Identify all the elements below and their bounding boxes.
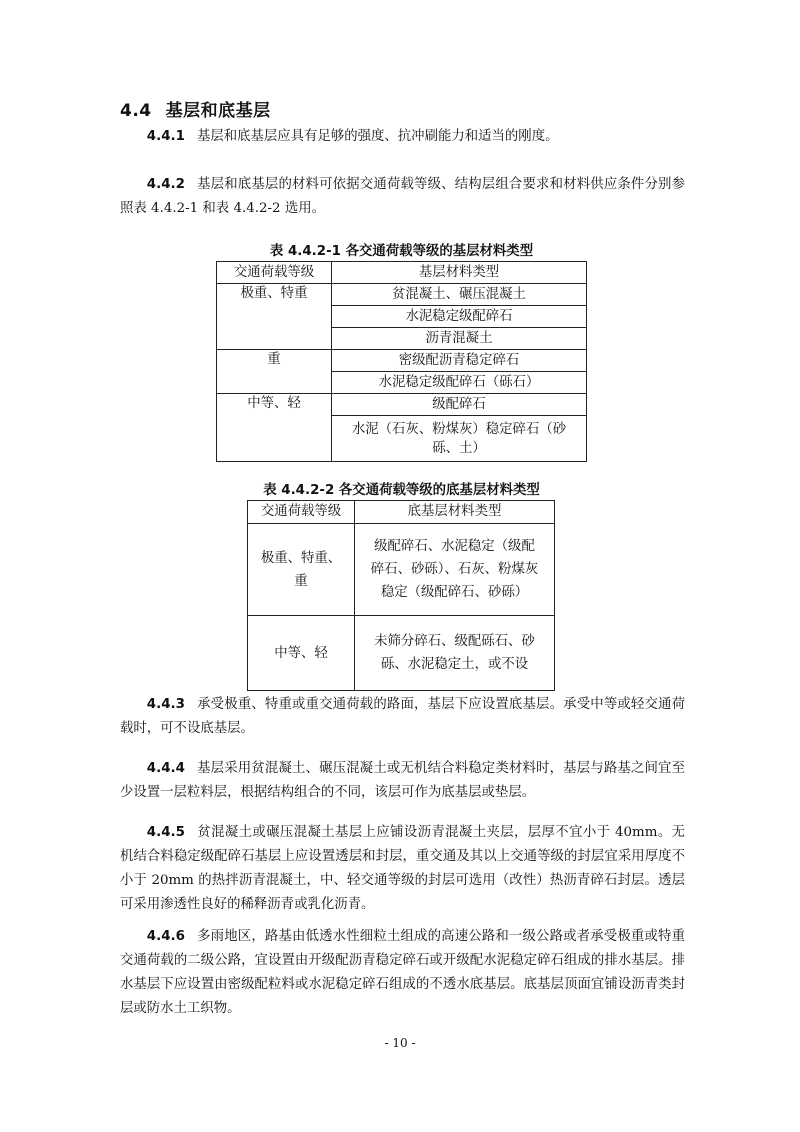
clause-4-4-5	[120, 821, 685, 917]
material-cell: 沥青混凝土	[332, 328, 587, 350]
material-cell: 贫混凝土、碾压混凝土	[332, 284, 587, 306]
table-1-caption: 表 4.4.2-1 各交通荷载等级的基层材料类型	[269, 244, 534, 259]
clause-number: 4.4.2	[146, 177, 185, 192]
page-number: - 10 -	[384, 1036, 416, 1050]
clause-text: 基层和底基层应具有足够的强度、抗冲刷能力和适当的刚度。	[196, 129, 559, 144]
clause-text: 多雨地区，路基由低透水性细粒土组成的高速公路和一级公路或者承受极重或特重交通荷载的二级公路，宜设置由开级配沥青稳定碎石或开级配水泥稳定碎石组成的排水基层。排水基层下应设置由密级配粒料或水泥稳定碎石组成的不透水底基层。底基层顶面宜铺设沥青类封层或防水土工织物。	[120, 929, 685, 1016]
table-row	[217, 394, 587, 416]
table-row	[248, 616, 555, 691]
material-cell: 密级配沥青稳定碎石	[332, 350, 587, 372]
section-title-text: 基层和底基层	[165, 101, 271, 121]
header-material-type: 基层材料类型	[332, 262, 587, 284]
header-traffic-level: 交通荷载等级	[248, 501, 355, 524]
clause-number: 4.4.1	[146, 129, 185, 144]
subbase-material-table	[247, 500, 555, 691]
clause-text: 贫混凝土或碾压混凝土基层上应铺设沥青混凝土夹层，层厚不宜小于 40mm。无机结合料稳定级配碎石基层上应设置透层和封层，重交通及其以上交通等级的封层宜采用厚度不小于 20mm 的热拌沥青混凝土，中、轻交通等级的封层可选用（改性）热沥青碎石封层。透层可采用渗透性良好的稀释沥青或乳化沥青。	[120, 825, 685, 912]
traffic-level-cell: 重	[217, 350, 332, 394]
base-material-table	[216, 261, 587, 462]
section-heading	[120, 96, 271, 121]
clause-number: 4.4.3	[146, 697, 185, 712]
material-cell: 级配碎石	[332, 394, 587, 416]
table-row	[217, 350, 587, 372]
material-cell: 级配碎石、水泥稳定（级配碎石、砂砾）、石灰、粉煤灰稳定（级配碎石、砂砾）	[355, 524, 555, 616]
clause-number: 4.4.5	[146, 825, 185, 840]
table-2-caption: 表 4.4.2-2 各交通荷载等级的底基层材料类型	[263, 483, 540, 498]
header-material-type: 底基层材料类型	[355, 501, 555, 524]
clause-number: 4.4.6	[146, 929, 185, 944]
material-cell: 水泥稳定级配碎石	[332, 306, 587, 328]
material-cell: 水泥稳定级配碎石（砾石）	[332, 372, 587, 394]
header-traffic-level: 交通荷载等级	[217, 262, 332, 284]
traffic-level-cell: 极重、特重	[217, 284, 332, 350]
clause-4-4-4	[120, 757, 685, 805]
section-number: 4.4	[120, 101, 152, 121]
material-cell: 水泥（石灰、粉煤灰）稳定碎石（砂砾、土）	[332, 416, 587, 462]
material-cell: 未筛分碎石、级配砾石、砂砾、水泥稳定土，或不设	[355, 616, 555, 691]
traffic-level-cell: 中等、轻	[217, 394, 332, 462]
clause-text: 基层采用贫混凝土、碾压混凝土或无机结合料稳定类材料时，基层与路基之间宜至少设置一层粒料层，根据结构组合的不同，该层可作为底基层或垫层。	[120, 761, 685, 800]
traffic-level-cell: 中等、轻	[248, 616, 355, 691]
traffic-level-cell: 极重、特重、重	[248, 524, 355, 616]
clause-4-4-1	[120, 125, 685, 149]
clause-text: 承受极重、特重或重交通荷载的路面，基层下应设置底基层。承受中等或轻交通荷载时，可不设底基层。	[120, 697, 685, 736]
clause-4-4-2	[120, 173, 685, 221]
table-header-row	[217, 262, 587, 284]
clause-4-4-6	[120, 925, 685, 1021]
table-header-row	[248, 501, 555, 524]
table-row	[217, 284, 587, 306]
clause-4-4-3	[120, 693, 685, 741]
table-row	[248, 524, 555, 616]
clause-number: 4.4.4	[146, 761, 185, 776]
clause-text: 基层和底基层的材料可依据交通荷载等级、结构层组合要求和材料供应条件分别参照表 4.4.2-1 和表 4.4.2-2 选用。	[120, 177, 685, 216]
